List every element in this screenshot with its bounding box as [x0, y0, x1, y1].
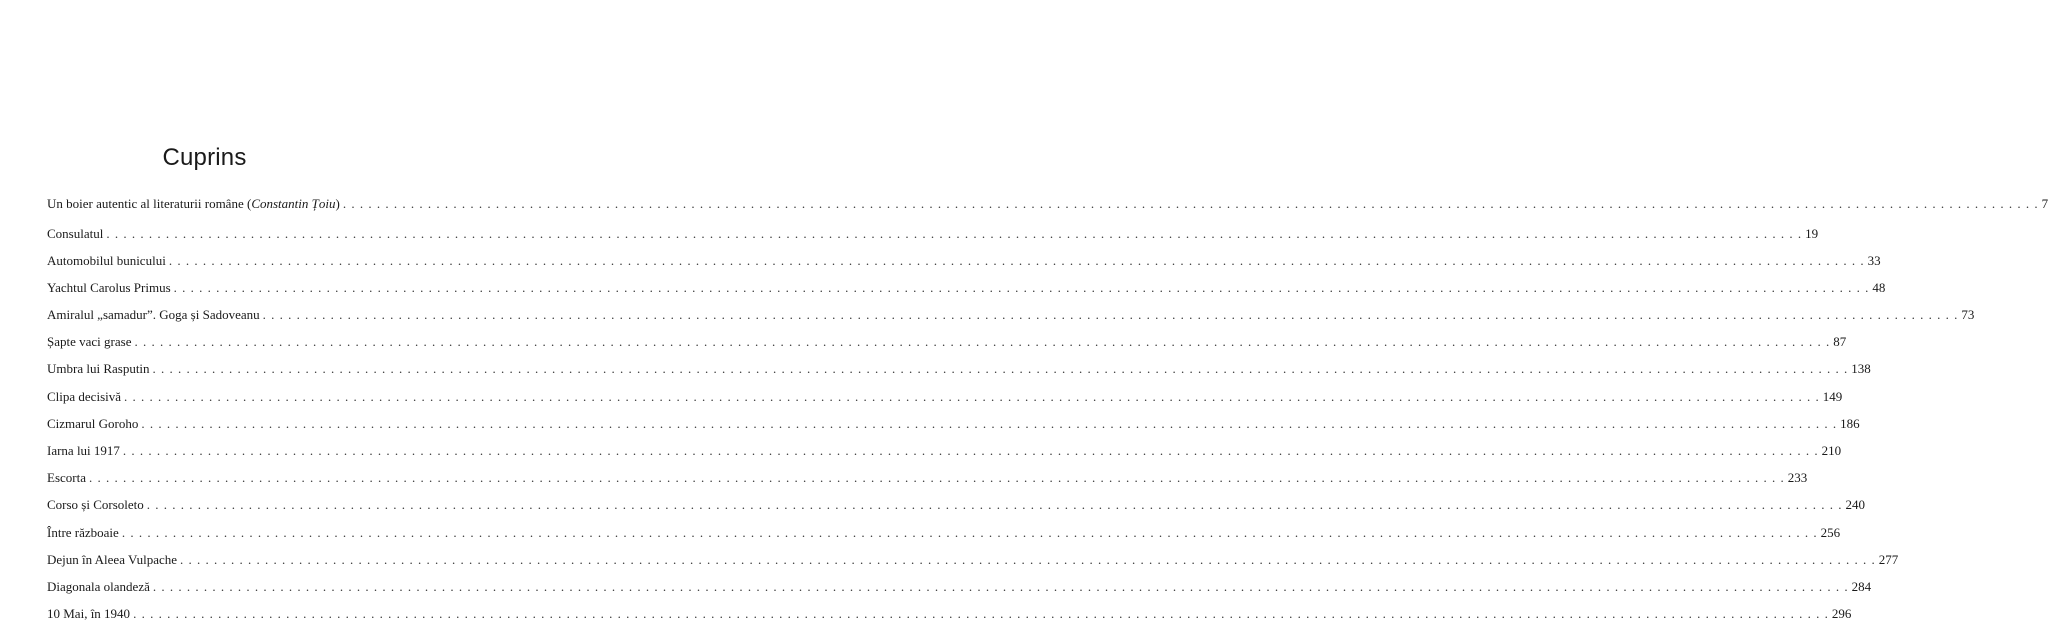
toc-entry-page: 233 — [1787, 470, 1808, 486]
page-title: Cuprins — [162, 144, 247, 171]
toc-entry-label: Între războaie — [47, 524, 119, 540]
toc-entry — [47, 523, 1841, 550]
toc-entry — [47, 550, 1899, 577]
toc-entry — [47, 441, 1842, 468]
dot-leader: . . . . . . . . . . . . . . . . . . . . . . . . . . . . . . . . . . . . . . . . . . . . . . . . . . . . . . . . . . . . . . . . . . . . . . . . . . . . . . . . . . . . . . . . . . . . . . . . . . . . . . . . . . . . . . . . . . . . . . . . . . . . . . . . . . . . . . . . . . . . . . . . . . . . . . . . . . . . . . . . . . . . . . . . . . . . . . . . . . . . . . . . . . . . . . . . . . . . . . . . — [141, 415, 1838, 431]
toc-entry — [47, 577, 1872, 604]
toc-entry-label: Cizmarul Goroho — [47, 415, 139, 431]
toc-entry — [47, 387, 1843, 414]
toc-entry-label: 10 Mai, în 1940 — [47, 606, 131, 622]
dot-leader: . . . . . . . . . . . . . . . . . . . . . . . . . . . . . . . . . . . . . . . . . . . . . . . . . . . . . . . . . . . . . . . . . . . . . . . . . . . . . . . . . . . . . . . . . . . . . . . . . . . . . . . . . . . . . . . . . . . . . . . . . . . . . . . . . . . . . . . . . . . . . . . . . . . . . . . . . . . . . . . . . . . . . . . . . . . . . . . . . . . . . . . . . . . . . . . . . . . . . . . . — [173, 279, 1870, 295]
toc-entry-page: 48 — [1872, 279, 1886, 295]
toc-entry-page: 33 — [1867, 252, 1881, 268]
table-of-contents — [47, 194, 2048, 631]
toc-entry — [47, 604, 1852, 631]
toc-entry-page: 210 — [1821, 443, 1842, 458]
toc-entry-page: 296 — [1831, 606, 1852, 622]
dot-leader: . . . . . . . . . . . . . . . . . . . . . . . . . . . . . . . . . . . . . . . . . . . . . . . . . . . . . . . . . . . . . . . . . . . . . . . . . . . . . . . . . . . . . . . . . . . . . . . . . . . . . . . . . . . . . . . . . . . . . . . . . . . . . . . . . . . . . . . . . . . . . . . . . . . . . . . . . . . . . . . . . . . . . . . . . . . . . . . . . . . . . . . . . . . . . . . . . . . . . . . . — [106, 225, 1803, 241]
toc-entry-label: Șapte vaci grase — [47, 334, 132, 350]
dot-leader: . . . . . . . . . . . . . . . . . . . . . . . . . . . . . . . . . . . . . . . . . . . . . . . . . . . . . . . . . . . . . . . . . . . . . . . . . . . . . . . . . . . . . . . . . . . . . . . . . . . . . . . . . . . . . . . . . . . . . . . . . . . . . . . . . . . . . . . . . . . . . . . . . . . . . . . . . . . . . . . . . . . . . . . . . . . . . . . . . . . . . . . . . . . . . . . . . . . . . . . . — [122, 443, 1819, 458]
dot-leader: . . . . . . . . . . . . . . . . . . . . . . . . . . . . . . . . . . . . . . . . . . . . . . . . . . . . . . . . . . . . . . . . . . . . . . . . . . . . . . . . . . . . . . . . . . . . . . . . . . . . . . . . . . . . . . . . . . . . . . . . . . . . . . . . . . . . . . . . . . . . . . . . . . . . . . . . . . . . . . . . . . . . . . . . . . . . . . . . . . . . . . . . . . . . . . . . . . . . . . . . — [152, 361, 1849, 377]
toc-entry-page: 277 — [1878, 551, 1899, 567]
toc-entry — [47, 495, 1866, 522]
toc-entry — [47, 359, 1871, 386]
toc-entry-page: 87 — [1833, 334, 1847, 350]
toc-entry-label: Automobilul bunicului — [47, 252, 166, 268]
toc-entry — [47, 278, 1886, 305]
dot-leader: . . . . . . . . . . . . . . . . . . . . . . . . . . . . . . . . . . . . . . . . . . . . . . . . . . . . . . . . . . . . . . . . . . . . . . . . . . . . . . . . . . . . . . . . . . . . . . . . . . . . . . . . . . . . . . . . . . . . . . . . . . . . . . . . . . . . . . . . . . . . . . . . . . . . . . . . . . . . . . . . . . . . . . . . . . . . . . . . . . . . . . . . . . . . . . . . . . . . . . . . — [152, 578, 1849, 594]
dot-leader: . . . . . . . . . . . . . . . . . . . . . . . . . . . . . . . . . . . . . . . . . . . . . . . . . . . . . . . . . . . . . . . . . . . . . . . . . . . . . . . . . . . . . . . . . . . . . . . . . . . . . . . . . . . . . . . . . . . . . . . . . . . . . . . . . . . . . . . . . . . . . . . . . . . . . . . . . . . . . . . . . . . . . . . . . . . . . . . . . . . . . . . . . . . . . . . . . . . . . . . . — [124, 388, 1820, 404]
toc-entry-label: Consulatul — [47, 225, 104, 241]
toc-entry — [47, 414, 1860, 441]
dot-leader: . . . . . . . . . . . . . . . . . . . . . . . . . . . . . . . . . . . . . . . . . . . . . . . . . . . . . . . . . . . . . . . . . . . . . . . . . . . . . . . . . . . . . . . . . . . . . . . . . . . . . . . . . . . . . . . . . . . . . . . . . . . . . . . . . . . . . . . . . . . . . . . . . . . . . . . . . . . . . . . . . . . . . . . . . . . . . . . . . . . . . . . . . . . . . . . . . . . . . . . . — [134, 334, 1831, 350]
toc-entry-label: Escorta — [47, 470, 86, 486]
dot-leader: . . . . . . . . . . . . . . . . . . . . . . . . . . . . . . . . . . . . . . . . . . . . . . . . . . . . . . . . . . . . . . . . . . . . . . . . . . . . . . . . . . . . . . . . . . . . . . . . . . . . . . . . . . . . . . . . . . . . . . . . . . . . . . . . . . . . . . . . . . . . . . . . . . . . . . . . . . . . . . . . . . . . . . . . . . . . . . . . . . . . . . . . . . . . . . . . . . . . . . . . — [262, 307, 1959, 323]
toc-entry-page: 19 — [1805, 225, 1819, 241]
toc-entry-label: Diagonala olandeză — [47, 578, 150, 594]
dot-leader: . . . . . . . . . . . . . . . . . . . . . . . . . . . . . . . . . . . . . . . . . . . . . . . . . . . . . . . . . . . . . . . . . . . . . . . . . . . . . . . . . . . . . . . . . . . . . . . . . . . . . . . . . . . . . . . . . . . . . . . . . . . . . . . . . . . . . . . . . . . . . . . . . . . . . . . . . . . . . . . . . . . . . . . . . . . . . . . . . . . . . . . . . . . . . . . . . . . . . . . . — [146, 497, 1843, 513]
toc-entry-label: Amiralul „samadur”. Goga și Sadoveanu — [47, 307, 260, 323]
toc-entry-page: 256 — [1820, 524, 1841, 540]
toc-entry-page: 284 — [1851, 578, 1872, 594]
toc-entry-label: Dejun în Aleea Vulpache — [47, 551, 178, 567]
toc-entry-page: 7 — [2041, 196, 2048, 211]
dot-leader: . . . . . . . . . . . . . . . . . . . . . . . . . . . . . . . . . . . . . . . . . . . . . . . . . . . . . . . . . . . . . . . . . . . . . . . . . . . . . . . . . . . . . . . . . . . . . . . . . . . . . . . . . . . . . . . . . . . . . . . . . . . . . . . . . . . . . . . . . . . . . . . . . . . . . . . . . . . . . . . . . . . . . . . . . . . . . . . . . . . . . . . . . . . . . . . . . . . . . . . . — [88, 470, 1785, 486]
toc-entry-page: 240 — [1845, 497, 1866, 513]
dot-leader: . . . . . . . . . . . . . . . . . . . . . . . . . . . . . . . . . . . . . . . . . . . . . . . . . . . . . . . . . . . . . . . . . . . . . . . . . . . . . . . . . . . . . . . . . . . . . . . . . . . . . . . . . . . . . . . . . . . . . . . . . . . . . . . . . . . . . . . . . . . . . . . . . . . . . . . . . . . . . . . . . . . . . . . . . . . . . . . . . . . . . . . . . . . . . . . . . . . . . . . . — [168, 252, 1865, 268]
toc-entry — [47, 332, 1847, 359]
toc-entry-label: Corso și Corsoleto — [47, 497, 144, 513]
toc-entry-label: Yachtul Carolus Primus — [47, 279, 171, 295]
toc-entry-page: 149 — [1822, 388, 1843, 404]
dot-leader: . . . . . . . . . . . . . . . . . . . . . . . . . . . . . . . . . . . . . . . . . . . . . . . . . . . . . . . . . . . . . . . . . . . . . . . . . . . . . . . . . . . . . . . . . . . . . . . . . . . . . . . . . . . . . . . . . . . . . . . . . . . . . . . . . . . . . . . . . . . . . . . . . . . . . . . . . . . . . . . . . . . . . . . . . . . . . . . . . . . . . . . . . . . . . . . . . . . . . . . . — [121, 524, 1818, 540]
toc-entry-label: Clipa decisivă — [47, 388, 122, 404]
toc-entry — [47, 468, 1808, 495]
dot-leader: . . . . . . . . . . . . . . . . . . . . . . . . . . . . . . . . . . . . . . . . . . . . . . . . . . . . . . . . . . . . . . . . . . . . . . . . . . . . . . . . . . . . . . . . . . . . . . . . . . . . . . . . . . . . . . . . . . . . . . . . . . . . . . . . . . . . . . . . . . . . . . . . . . . . . . . . . . . . . . . . . . . . . . . . . . . . . . . . . . . . . . . . . . . . . . . . . . . . . . . . — [133, 606, 1829, 622]
toc-entry-page: 186 — [1840, 415, 1860, 431]
dot-leader: . . . . . . . . . . . . . . . . . . . . . . . . . . . . . . . . . . . . . . . . . . . . . . . . . . . . . . . . . . . . . . . . . . . . . . . . . . . . . . . . . . . . . . . . . . . . . . . . . . . . . . . . . . . . . . . . . . . . . . . . . . . . . . . . . . . . . . . . . . . . . . . . . . . . . . . . . . . . . . . . . . . . . . . . . . . . . . . . . . . . . . . . . . . . . . . . . . . . . . . . — [342, 196, 2039, 211]
toc-entry — [47, 305, 1975, 332]
toc-entry-page: 73 — [1961, 307, 1975, 323]
toc-entry-label: Un boier autentic al literaturii române (Constantin Țoiu) — [47, 196, 340, 211]
dot-leader: . . . . . . . . . . . . . . . . . . . . . . . . . . . . . . . . . . . . . . . . . . . . . . . . . . . . . . . . . . . . . . . . . . . . . . . . . . . . . . . . . . . . . . . . . . . . . . . . . . . . . . . . . . . . . . . . . . . . . . . . . . . . . . . . . . . . . . . . . . . . . . . . . . . . . . . . . . . . . . . . . . . . . . . . . . . . . . . . . . . . . . . . . . . . . . . . . . . . . . . . — [180, 551, 1876, 567]
toc-entry-label: Umbra lui Rasputin — [47, 361, 150, 377]
toc-entry — [47, 224, 1819, 251]
toc-entry — [47, 251, 1881, 278]
toc-entry-label: Iarna lui 1917 — [47, 443, 120, 458]
toc-entry-page: 138 — [1851, 361, 1871, 377]
toc-entry — [47, 194, 2048, 224]
